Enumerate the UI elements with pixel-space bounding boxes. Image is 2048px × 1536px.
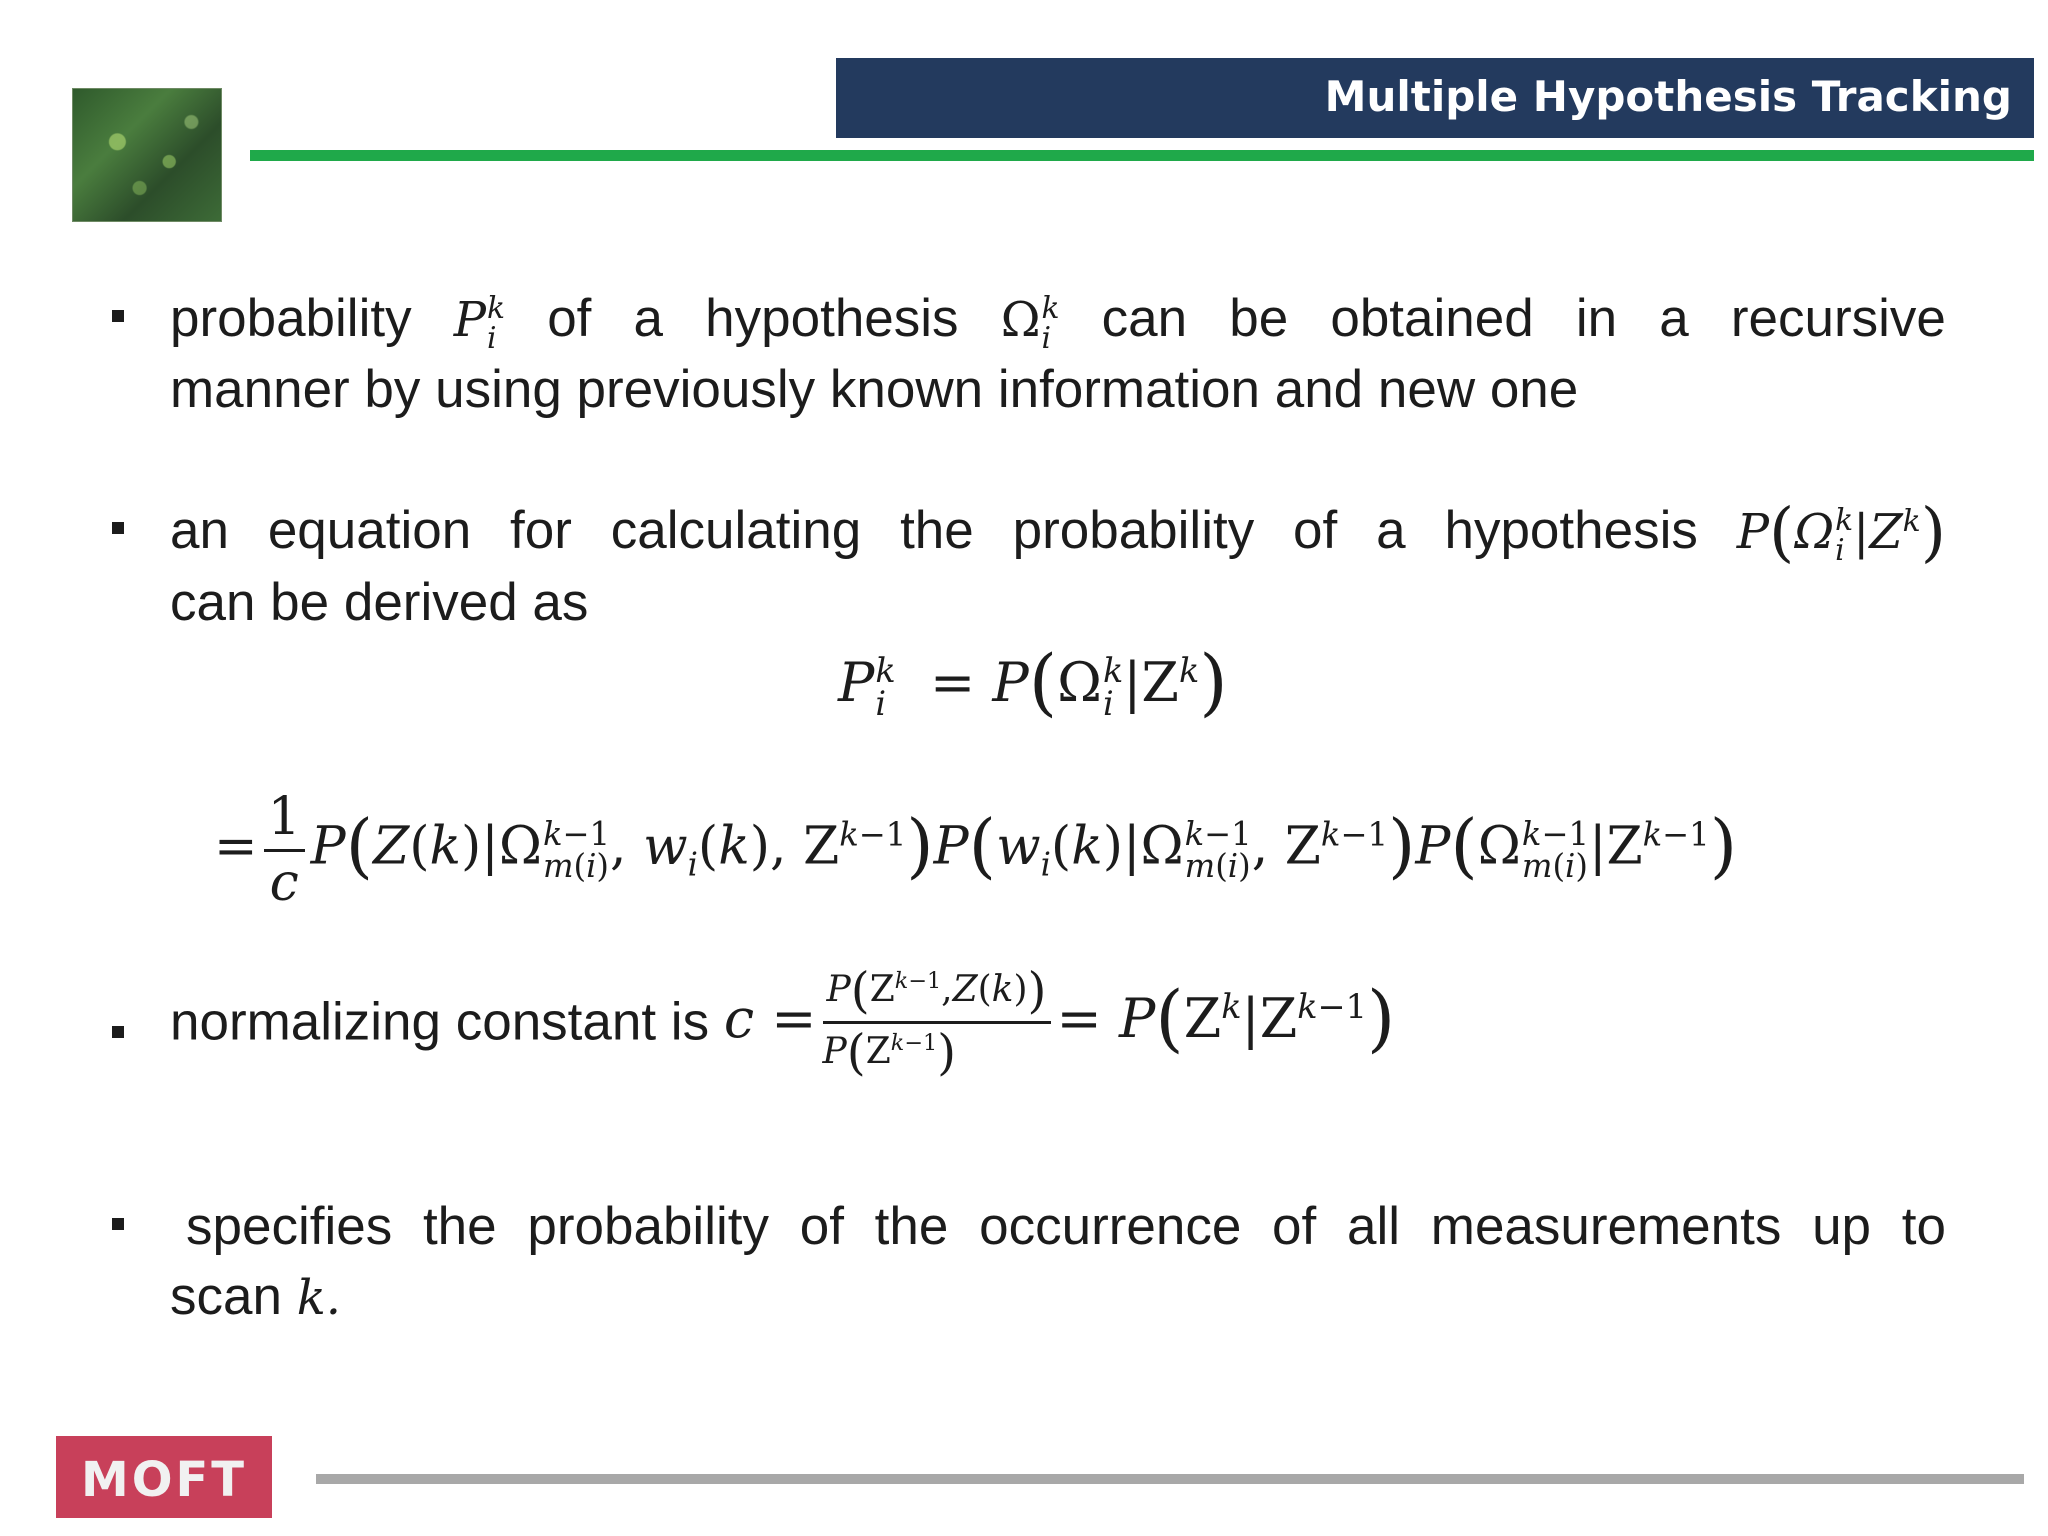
bullet-marker: [112, 522, 124, 534]
bullet-2-line-1: an equation for calculating the probability of a hypothesis P(Ω k i $|Z^k$): [170, 495, 1946, 570]
bullet-1-line-2: manner by using previously known information and new one: [170, 360, 1579, 419]
footer-divider: [316, 1474, 2024, 1484]
fraction-1-over-c: $\frac{1}{c}$: [264, 790, 305, 910]
bullet-2-text: [170, 496, 1946, 638]
bullet-1-text: [170, 284, 1946, 425]
bullet-marker: [112, 1218, 124, 1230]
bullet-marker: [112, 310, 124, 322]
math-omega-i-k: Ω k i: [1000, 290, 1060, 356]
bullet-3-text: normalizing constant is c = $\frac{P(Z^{k-1},Z(k))}{P(Z^{k-1})}$ = $P(Z^k|Z^{k-1})$: [170, 963, 1396, 1082]
equation-3: c = $\frac{P(Z^{k-1},Z(k))}{P(Z^{k-1})}$ = $P(Z^k|Z^{k-1})$: [723, 963, 1396, 1082]
moft-logo: [56, 1436, 272, 1518]
bullet-marker: [112, 1026, 124, 1038]
slide-title: Multiple Hypothesis Tracking: [1324, 72, 2012, 121]
math-p-i-k: P k i: [453, 290, 506, 356]
bullet-4-line-2: scan k.: [170, 1267, 342, 1326]
math-p-omega-given-z: P(Ω k i $|Z^k$): [1736, 495, 1946, 570]
equation-1: P k i = P(Ω k i $|Z^k$): [838, 640, 1228, 725]
bullet-4-text: [170, 1192, 1946, 1333]
bullet-2-line-2: can be derived as: [170, 573, 589, 632]
equation-2: = $\frac{1}{c}$ P(Z(k)|Ω k−1 m(i) , $w_i(k)$, $Z^{k-1})P(w_i(k)|\Omega$ k−1 m(i) , $Z^{k-1})P(\Omega$ k−1 m(i) $|Z^{k-1}$): [214, 787, 1738, 913]
bullet-1-line-1: probability P k i of a hypothesis Ω k i can be obtained in a recursive: [170, 289, 1946, 356]
bullet-4-line-1: specifies the probability of the occurrence of all measurements up to: [186, 1197, 1946, 1256]
header-divider: [250, 150, 2034, 161]
fraction-normalizing: $\frac{P(Z^{k-1},Z(k))}{P(Z^{k-1})}$: [823, 966, 1051, 1079]
header-thumbnail-image: [72, 88, 222, 222]
title-bar: [836, 58, 2034, 138]
logo-text: MOFT: [80, 1452, 248, 1508]
